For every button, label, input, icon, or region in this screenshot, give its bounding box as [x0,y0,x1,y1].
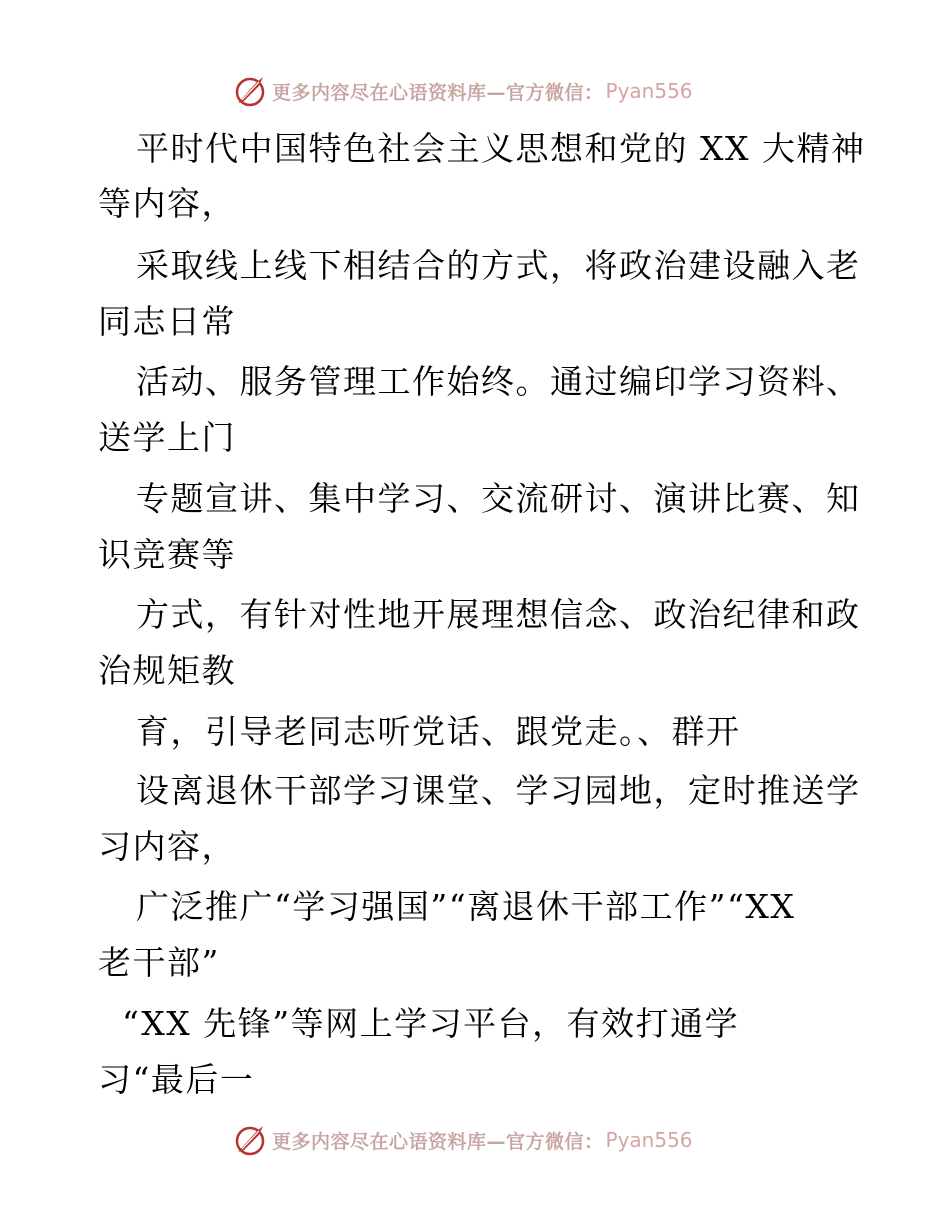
body-line-13: 习内容， [98,827,236,866]
body-line-17: 习“最后一 [98,1060,255,1099]
body-line-11: 育，引导老同志听党话、跟党走。、群开 [136,712,741,751]
body-line-15: 老干部” [98,943,220,982]
body-line-1: 平时代中国特色社会主义思想和党的 XX 大精神 [136,129,866,168]
body-line-9: 方式，有针对性地开展理想信念、政治纪律和政 [136,595,861,634]
body-line-10: 治规矩教 [98,651,236,690]
body-line-3: 采取线上线下相结合的方式，将政治建设融入老 [136,246,861,285]
body-line-7: 专题宣讲、集中学习、交流研讨、演讲比赛、知 [136,479,861,518]
footer-banner [232,1120,732,1160]
body-line-6: 送学上门 [98,418,236,457]
footer-account: Pyan556 [605,1128,693,1152]
body-line-14: 广泛推广“学习强国”“离退休干部工作”“XX [136,887,796,926]
header-account: Pyan556 [605,79,693,103]
footer-brand-text: 更多内容尽在心语资料库—官方微信： [272,1130,604,1153]
header-brand-text: 更多内容尽在心语资料库—官方微信： [272,81,604,104]
quill-logo-icon [232,1122,268,1158]
body-line-16: “XX 先锋”等网上学习平台，有效打通学 [122,1004,740,1043]
body-line-2: 等内容， [98,184,236,223]
body-line-4: 同志日常 [98,302,236,341]
body-line-12: 设离退休干部学习课堂、学习园地，定时推送学 [136,771,861,810]
body-line-8: 识竞赛等 [98,535,236,574]
body-line-5: 活动、服务管理工作始终。通过编印学习资料、 [136,362,861,401]
